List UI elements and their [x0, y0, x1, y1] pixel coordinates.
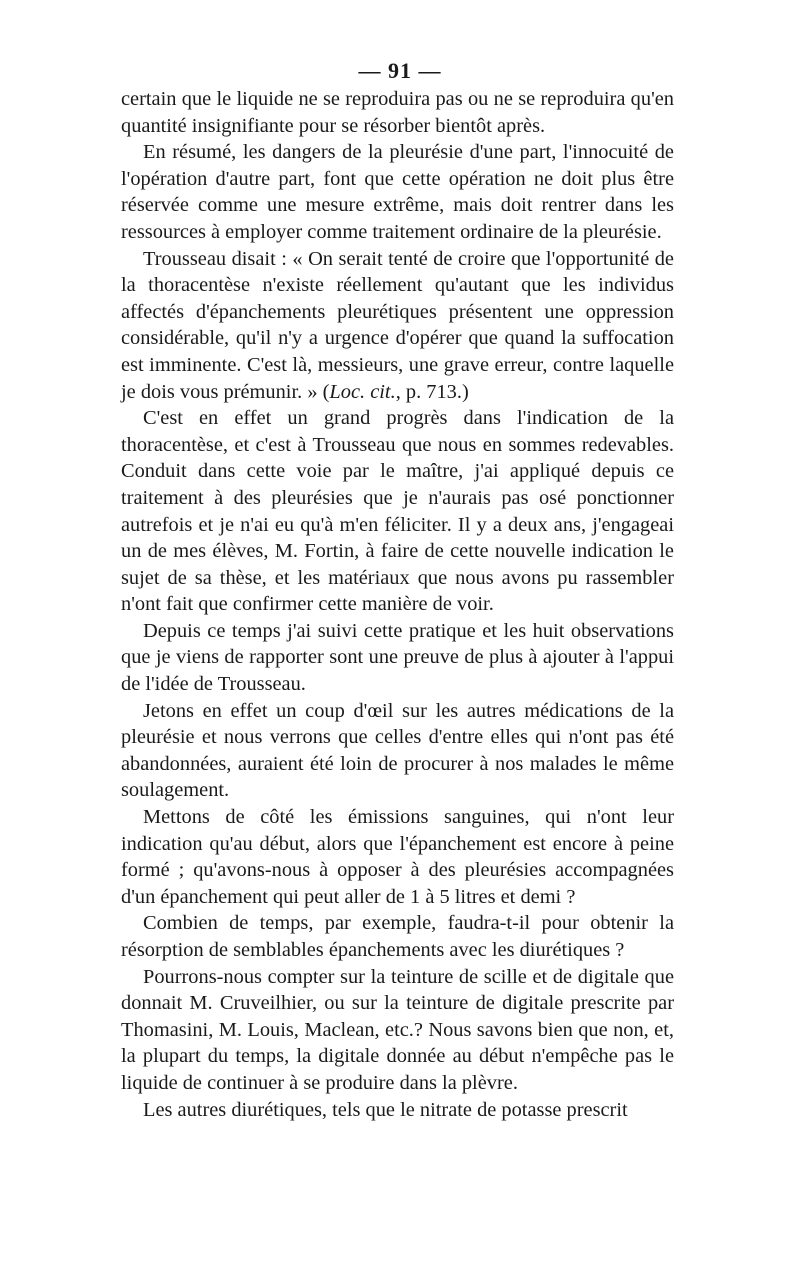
page-number: — 91 —: [358, 58, 442, 83]
paragraph: Jetons en effet un coup d'œil sur les autres médications de la pleurésie et nous verrons que celles d'entre elles qui n'ont pas été abandonnées, auraient été loin de procurer à nos malades le même soulagement.: [121, 699, 674, 802]
citation-italic: Loc. cit.: [329, 380, 396, 403]
paragraph: Les autres diurétiques, tels que le nitrate de potasse prescrit: [143, 1098, 628, 1121]
quote-text: Trousseau disait : « On serait tenté de croire que l'opportunité de la thoracentèse n'existe réellement qu'autant que les individus affectés d'épanchements pleurétiques présentent une oppression considérable, qu'il n'y a urgence d'opérer que quand la suffocation est imminente. C'est là, messieurs, une grave erreur, contre laquelle je dois vous prémunir. » (: [121, 247, 674, 403]
paragraph: Depuis ce temps j'ai suivi cette pratique et les huit observations que je viens de rapporter sont une preuve de plus à ajouter à l'appui de l'idée de Trousseau.: [121, 619, 674, 696]
paragraph-trousseau-quote: [121, 246, 674, 406]
paragraph: Mettons de côté les émissions sanguines, qui n'ont leur indication qu'au début, alors que l'épanchement est encore à peine formé ; qu'avons-nous à opposer à des pleurésies accompagnées d'un épanchement qui peut aller de 1 à 5 litres et demi ?: [121, 806, 674, 908]
citation-page: , p. 713.): [395, 380, 469, 403]
paragraph: C'est en effet un grand progrès dans l'indication de la thoracentèse, et c'est à Trousseau que nous en sommes redevables. Conduit dans cette voie par le maître, j'ai appliqué depuis ce traitement à des pleurésies que je n'aurais pas osé ponctionner autrefois et je n'ai eu qu'à m'en féliciter. Il y a deux ans, j'engageai un de mes élèves, M. Fortin, à faire de cette nouvelle indication le sujet de sa thèse, et les matériaux que nous avons pu rassembler n'ont fait que confirmer cette manière de voir.: [121, 407, 674, 616]
paragraph-continued: certain que le liquide ne se reproduira pas ou ne se reproduira qu'en quantité insignifiante pour se résorber bientôt après.: [121, 88, 674, 137]
paragraph: Pourrons-nous compter sur la teinture de scille et de digitale que donnait M. Cruveilhier, ou sur la teinture de digitale prescrite par Thomasini, M. Louis, Maclean, etc.? Nous savons bien que non, et, la plupart du temps, la digitale donnée au début n'empêche pas le liquide de continuer à se produire dans la plèvre.: [121, 965, 674, 1094]
paragraph: En résumé, les dangers de la pleurésie d'une part, l'innocuité de l'opération d'autre part, font que cette opération ne doit plus être réservée comme une mesure extrême, mais doit rentrer dans les ressources à employer comme traitement ordinaire de la pleurésie.: [121, 141, 674, 243]
body-text: [121, 86, 674, 1123]
paragraph: Combien de temps, par exemple, faudra-t-il pour obtenir la résorption de semblables épanchements avec les diurétiques ?: [121, 912, 674, 961]
